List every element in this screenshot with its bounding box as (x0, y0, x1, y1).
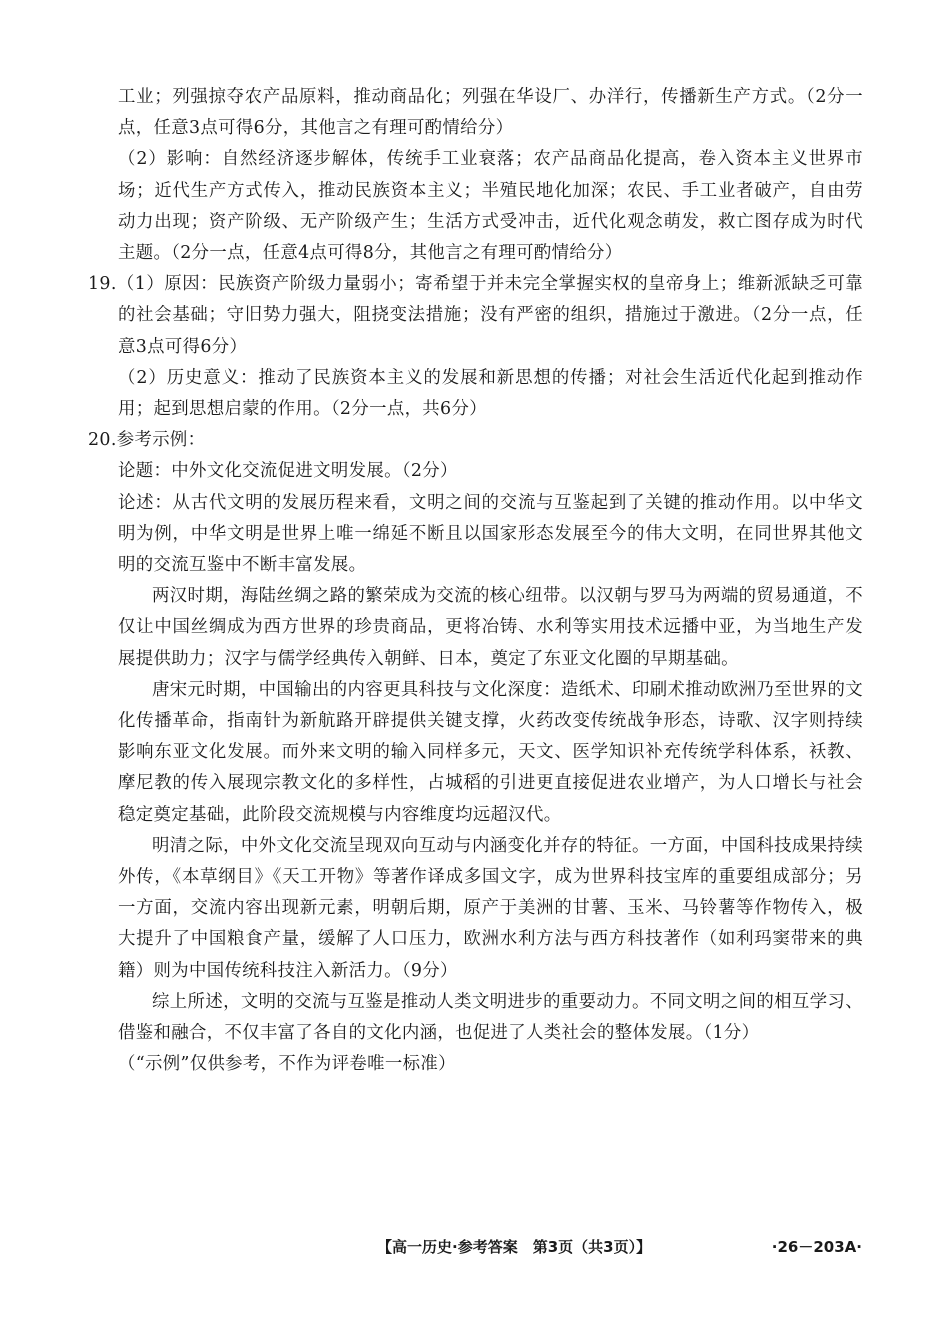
footer-code: ·26－203A· (771, 1238, 862, 1256)
q20-argument: 论述：从古代文明的发展历程来看，文明之间的交流与互鉴起到了关键的推动作用。以中华文明为例，中华文明是世界上唯一绵延不断且以国家形态发展至今的伟大文明，在同世界其他文明的交流互鉴中不断丰富发展。 (118, 492, 863, 576)
q19-part1: 19.（1）原因：民族资产阶级力量弱小；寄希望于并未完全掌握实权的皇帝身上；维新派缺乏可靠的社会基础；守旧势力强大，阻挠变法措施；没有严密的组织，措施过于激进。（2分一点，任意3点可得6分） (88, 274, 863, 357)
q19-part2: （2）历史意义：推动了民族资本主义的发展和新思想的传播；对社会生活近代化起到推动作用；起到思想启蒙的作用。（2分一点，共6分） (118, 367, 863, 420)
page-footer (0, 1236, 950, 1264)
q18-part1-tail: 工业；列强掠夺农产品原料，推动商品化；列强在华设厂、办洋行，传播新生产方式。（2分一点，任意3点可得6分，其他言之有理可酌情给分） (118, 87, 863, 139)
answer-content (88, 82, 863, 1081)
q20-summary-paragraph: 综上所述，文明的交流与互鉴是推动人类文明进步的重要动力。不同文明之间的相互学习、借鉴和融合，不仅丰富了各自的文化内涵，也促进了人类社会的整体发展。（1分） (118, 991, 863, 1044)
q20-han-paragraph: 两汉时期，海陆丝绸之路的繁荣成为交流的核心纽带。以汉朝与罗马为两端的贸易通道，不仅让中国丝绸成为西方世界的珍贵商品，更将冶铸、水利等实用技术远播中亚，为当地生产发展提供助力；汉字与儒学经典传入朝鲜、日本，奠定了东亚文化圈的早期基础。 (118, 586, 863, 669)
q20-thesis: 论题：中外文化交流促进文明发展。（2分） (118, 461, 458, 482)
footer-title: 【高一历史·参考答案 第3页（共3页）】 (377, 1238, 652, 1256)
q18-part2: （2）影响：自然经济逐步解体，传统手工业衰落；农产品商品化提高，卷入资本主义世界市场；近代生产方式传入，推动民族资本主义；半殖民地化加深；农民、手工业者破产，自由劳动力出现；资产阶级、无产阶级产生；生活方式受冲击，近代化观念萌发，救亡图存成为时代主题。（2分一点，任意4点可得8分，其他言之有理可酌情给分） (118, 149, 863, 264)
q20-ming-paragraph: 明清之际，中外文化交流呈现双向互动与内涵变化并存的特征。一方面，中国科技成果持续外传，《本草纲目》《天工开物》等著作译成多国文字，成为世界科技宝库的重要组成部分；另一方面，交流内容出现新元素，明朝后期，原产于美洲的甘薯、玉米、马铃薯等作物传入，极大提升了中国粮食产量，缓解了人口压力，欧洲水利方法与西方科技著作（如利玛窦带来的典籍）则为中国传统科技注入新活力。（9分） (118, 835, 863, 981)
q20-tang-paragraph: 唐宋元时期，中国输出的内容更具科技与文化深度：造纸术、印刷术推动欧洲乃至世界的文化传播革命，指南针为新航路开辟提供关键支撑，火药改变传统战争形态，诗歌、汉字则持续影响东亚文化发展。而外来文明的输入同样多元，天文、医学知识补充传统学科体系，袄教、摩尼教的传入展现宗教文化的多样性，占城稻的引进更直接促进农业增产，为人口增长与社会稳定奠定基础，此阶段交流规模与内容维度均远超汉代。 (118, 679, 863, 825)
q20-heading: 20.参考示例： (88, 430, 206, 451)
q20-note: （“示例”仅供参考，不作为评卷唯一标准） (118, 1054, 456, 1075)
